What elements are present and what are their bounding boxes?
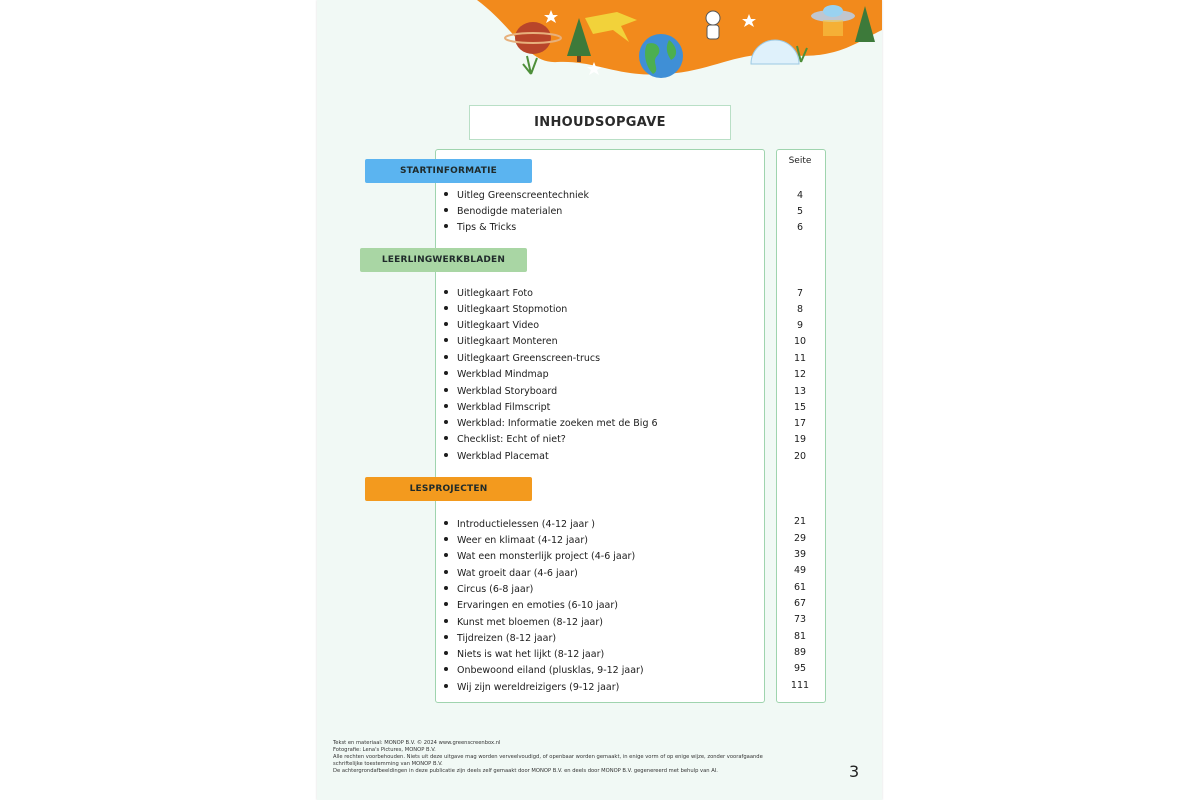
toc-item[interactable]: Uitlegkaart Video [444,320,539,332]
toc-item[interactable]: Tijdreizen (8-12 jaar) [444,633,556,645]
copyright-footer [333,740,823,775]
toc-item-page: 17 [793,418,807,429]
footer-line: De achtergrondafbeeldingen in deze publicatie zijn deels zelf gemaakt door MONOP B.V. en deels door MONOP B.V. gegenereerd met behulp van AI. [333,768,718,774]
toc-item-page: 61 [793,582,807,593]
toc-item-page: 10 [793,336,807,347]
footer-line: Tekst en materiaal: MONOP B.V. © 2024 www.greenscreenbox.nl [333,740,501,746]
footer-line: Fotografie: Lena's Pictures, MONOP B.V. [333,747,436,753]
toc-item[interactable]: Werkblad Storyboard [444,386,557,398]
toc-item[interactable]: Introductielessen (4-12 jaar ) [444,519,595,531]
toc-item-page: 9 [796,320,804,331]
toc-item-page: 8 [796,304,804,315]
toc-item-page: 20 [793,451,807,462]
toc-item[interactable]: Wat groeit daar (4-6 jaar) [444,568,578,580]
toc-item[interactable]: Wat een monsterlijk project (4-6 jaar) [444,551,635,563]
toc-item-page: 81 [793,631,807,642]
toc-item[interactable]: Wij zijn wereldreizigers (9-12 jaar) [444,682,619,694]
toc-item-page: 67 [793,598,807,609]
toc-item[interactable]: Uitlegkaart Stopmotion [444,304,567,316]
page-title: INHOUDSOPGAVE [469,105,731,140]
toc-item[interactable]: Niets is wat het lijkt (8-12 jaar) [444,649,604,661]
astronaut-icon [706,11,720,39]
toc-item[interactable]: Tips & Tricks [444,222,516,234]
footer-line: schriftelijke toestemming van MONOP B.V. [333,761,443,767]
toc-item-page: 7 [796,288,804,299]
toc-item-page: 11 [793,353,807,364]
toc-item[interactable]: Werkblad Mindmap [444,369,549,381]
toc-item-page: 4 [796,190,804,201]
toc-item-page: 12 [793,369,807,380]
earth-globe-icon [639,34,683,78]
toc-item-page: 15 [793,402,807,413]
toc-item[interactable]: Werkblad Filmscript [444,402,550,414]
toc-item[interactable]: Checklist: Echt of niet? [444,434,566,446]
toc-item[interactable]: Uitleg Greenscreentechniek [444,190,589,202]
section-tag-startinformatie: STARTINFORMATIE [365,159,532,183]
toc-item[interactable]: Weer en klimaat (4-12 jaar) [444,535,588,547]
toc-item-page: 29 [793,533,807,544]
toc-item[interactable]: Uitlegkaart Greenscreen-trucs [444,353,600,365]
toc-item-page: 73 [793,614,807,625]
toc-item-page: 19 [793,434,807,445]
toc-item[interactable]: Kunst met bloemen (8-12 jaar) [444,617,603,629]
toc-item[interactable]: Uitlegkaart Monteren [444,336,558,348]
toc-item-page: 111 [790,680,810,691]
document-page [317,0,882,800]
toc-item-page: 6 [796,222,804,233]
toc-item-page: 21 [793,516,807,527]
toc-item-page: 95 [793,663,807,674]
toc-item[interactable]: Onbewoond eiland (plusklas, 9-12 jaar) [444,665,644,677]
toc-item[interactable]: Werkblad: Informatie zoeken met de Big 6 [444,418,658,430]
toc-item[interactable]: Benodigde materialen [444,206,562,218]
toc-item[interactable]: Circus (6-8 jaar) [444,584,533,596]
toc-item-page: 5 [796,206,804,217]
section-tag-leerlingwerkbladen: LEERLINGWERKBLADEN [360,248,527,272]
section-tag-lesprojecten: LESPROJECTEN [365,477,532,501]
toc-item-page: 39 [793,549,807,560]
page-number: 3 [849,762,860,781]
toc-item-page: 13 [793,386,807,397]
header-banner [317,0,882,100]
toc-item[interactable]: Werkblad Placemat [444,451,549,463]
page-column-header: Seite [788,156,812,166]
footer-line: Alle rechten voorbehouden. Niets uit deze uitgave mag worden verveelvoudigd, of openbaar worden gemaakt, in enige vorm of op enige wijze, zonder voorafgaande [333,754,763,760]
toc-item-page: 89 [793,647,807,658]
toc-item[interactable]: Ervaringen en emoties (6-10 jaar) [444,600,618,612]
toc-item-page: 49 [793,565,807,576]
toc-item[interactable]: Uitlegkaart Foto [444,288,533,300]
